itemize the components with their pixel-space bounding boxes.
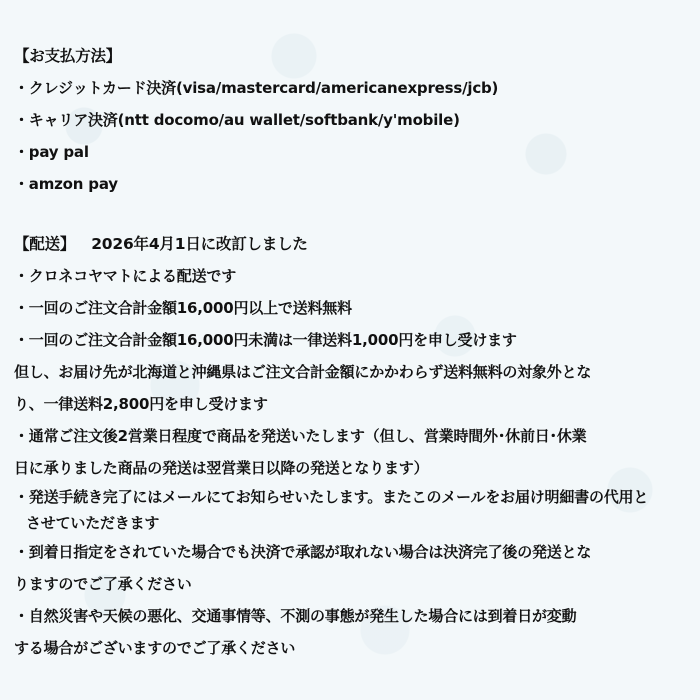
shipping-line-disaster-1: ・自然災害や天候の悪化、交通事情等、不測の事態が発生した場合には到着日が変動 <box>14 607 577 625</box>
payment-item-carrier: ・キャリア決済(ntt docomo/au wallet/softbank/y'mobile) <box>14 111 460 129</box>
shipping-revised-date: 2026年4月1日に改訂しました <box>91 235 308 253</box>
payment-item-credit-card: ・クレジットカード決済(visa/mastercard/americanexpress/jcb) <box>14 79 499 97</box>
shipping-line-dispatch-1: ・通常ご注文後2営業日程度で商品を発送いたします（但し、営業時間外･休前日･休業 <box>14 427 587 445</box>
shipping-line-remote-note-1: 但し、お届け先が北海道と沖縄県はご注文合計金額にかかわらず送料無料の対象外とな <box>14 363 592 381</box>
shipping-line-carrier: ・クロネコヤマトによる配送です <box>14 267 237 285</box>
shipping-line-dispatch-2: 日に承りました商品の発送は翌営業日以降の発送となります） <box>14 459 429 477</box>
payment-heading: 【お支払方法】 <box>14 47 122 65</box>
payment-item-paypal: ・pay pal <box>14 143 89 161</box>
shipping-line-flat-fee: ・一回のご注文合計金額16,000円未満は一律送料1,000円を申し受けます <box>14 331 517 349</box>
shipping-heading: 【配送】 <box>14 235 76 253</box>
shipping-line-email-1: ・発送手続き完了にはメールにてお知らせいたします。またこのメールをお届け明細書の代用と <box>14 488 649 506</box>
shipping-line-remote-note-2: り、一律送料2,800円を申し受けます <box>14 395 268 413</box>
payment-item-amazon-pay: ・amzon pay <box>14 175 118 193</box>
shipping-heading-row <box>14 228 694 260</box>
info-document <box>14 40 694 664</box>
shipping-line-date-spec-2: りますのでご了承ください <box>14 575 192 593</box>
shipping-line-email-2: させていただきます <box>26 514 160 532</box>
shipping-line-disaster-2: する場合がございますのでご了承ください <box>14 639 296 657</box>
shipping-line-free-shipping: ・一回のご注文合計金額16,000円以上で送料無料 <box>14 299 352 317</box>
section-gap <box>14 200 694 228</box>
shipping-line-date-spec-1: ・到着日指定をされていた場合でも決済で承認が取れない場合は決済完了後の発送とな <box>14 543 592 561</box>
